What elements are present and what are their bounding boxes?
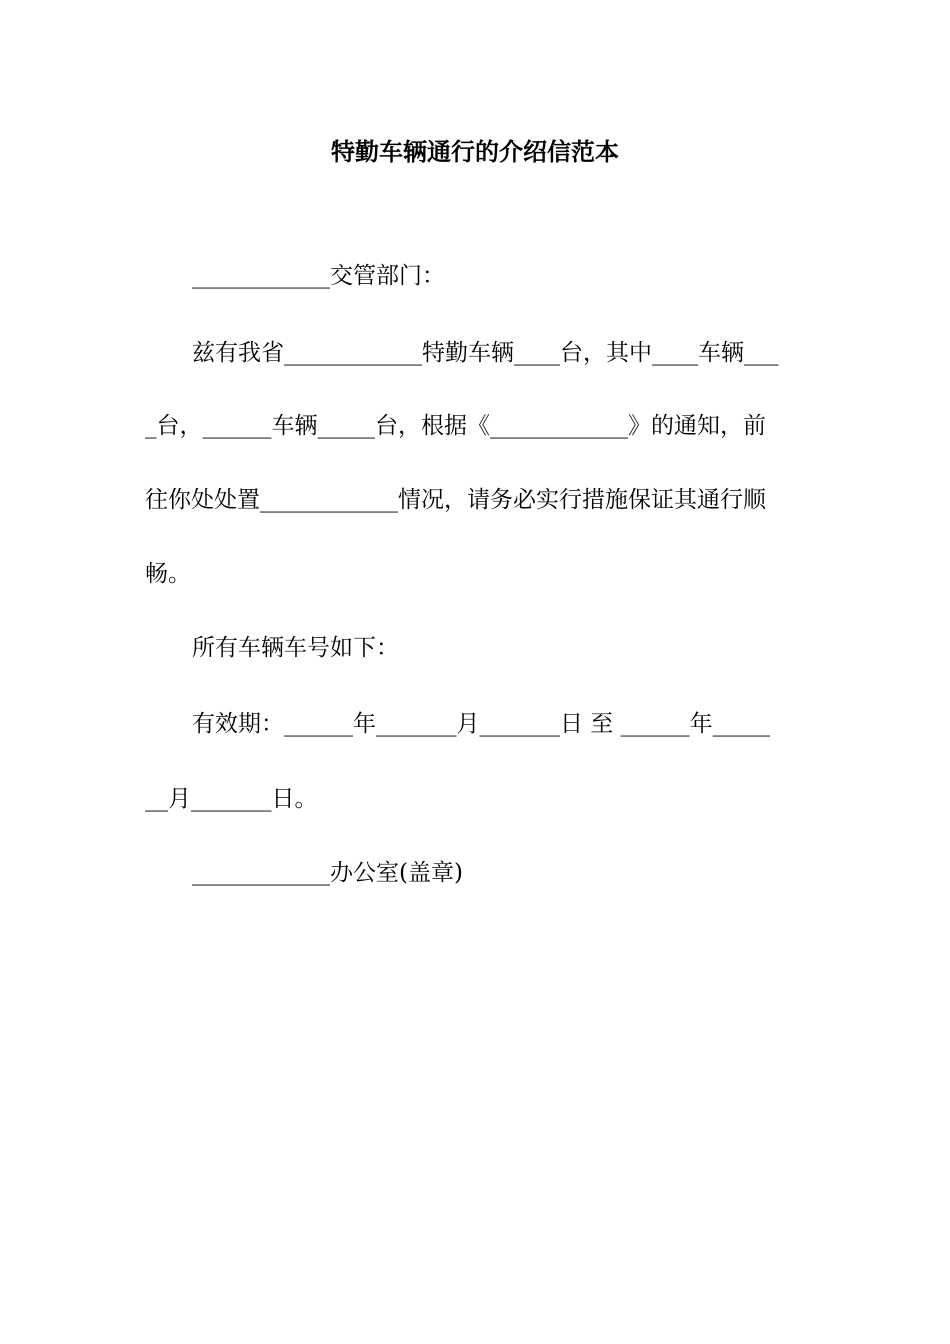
addressee-line: ____________交管部门：: [192, 263, 445, 289]
validity-line-1: 有效期：______年_______月_______日 至 ______年_____: [192, 711, 771, 737]
validity-line-2: __月_______日。: [145, 786, 318, 812]
vehicle-numbers-line: 所有车辆车号如下：: [192, 635, 399, 661]
office-seal-line: ____________办公室(盖章): [192, 860, 463, 886]
body-line-1: 兹有我省____________特勤车辆____台，其中____车辆___: [192, 340, 779, 366]
body-line-3: 往你处处置____________情况，请务必实行措施保证其通行顺: [145, 487, 766, 513]
document-title: 特勤车辆通行的介绍信范本: [331, 137, 619, 166]
body-line-4: 畅。: [145, 561, 191, 587]
body-line-2: _台，______车辆_____台，根据《____________》的通知，前: [145, 413, 766, 439]
